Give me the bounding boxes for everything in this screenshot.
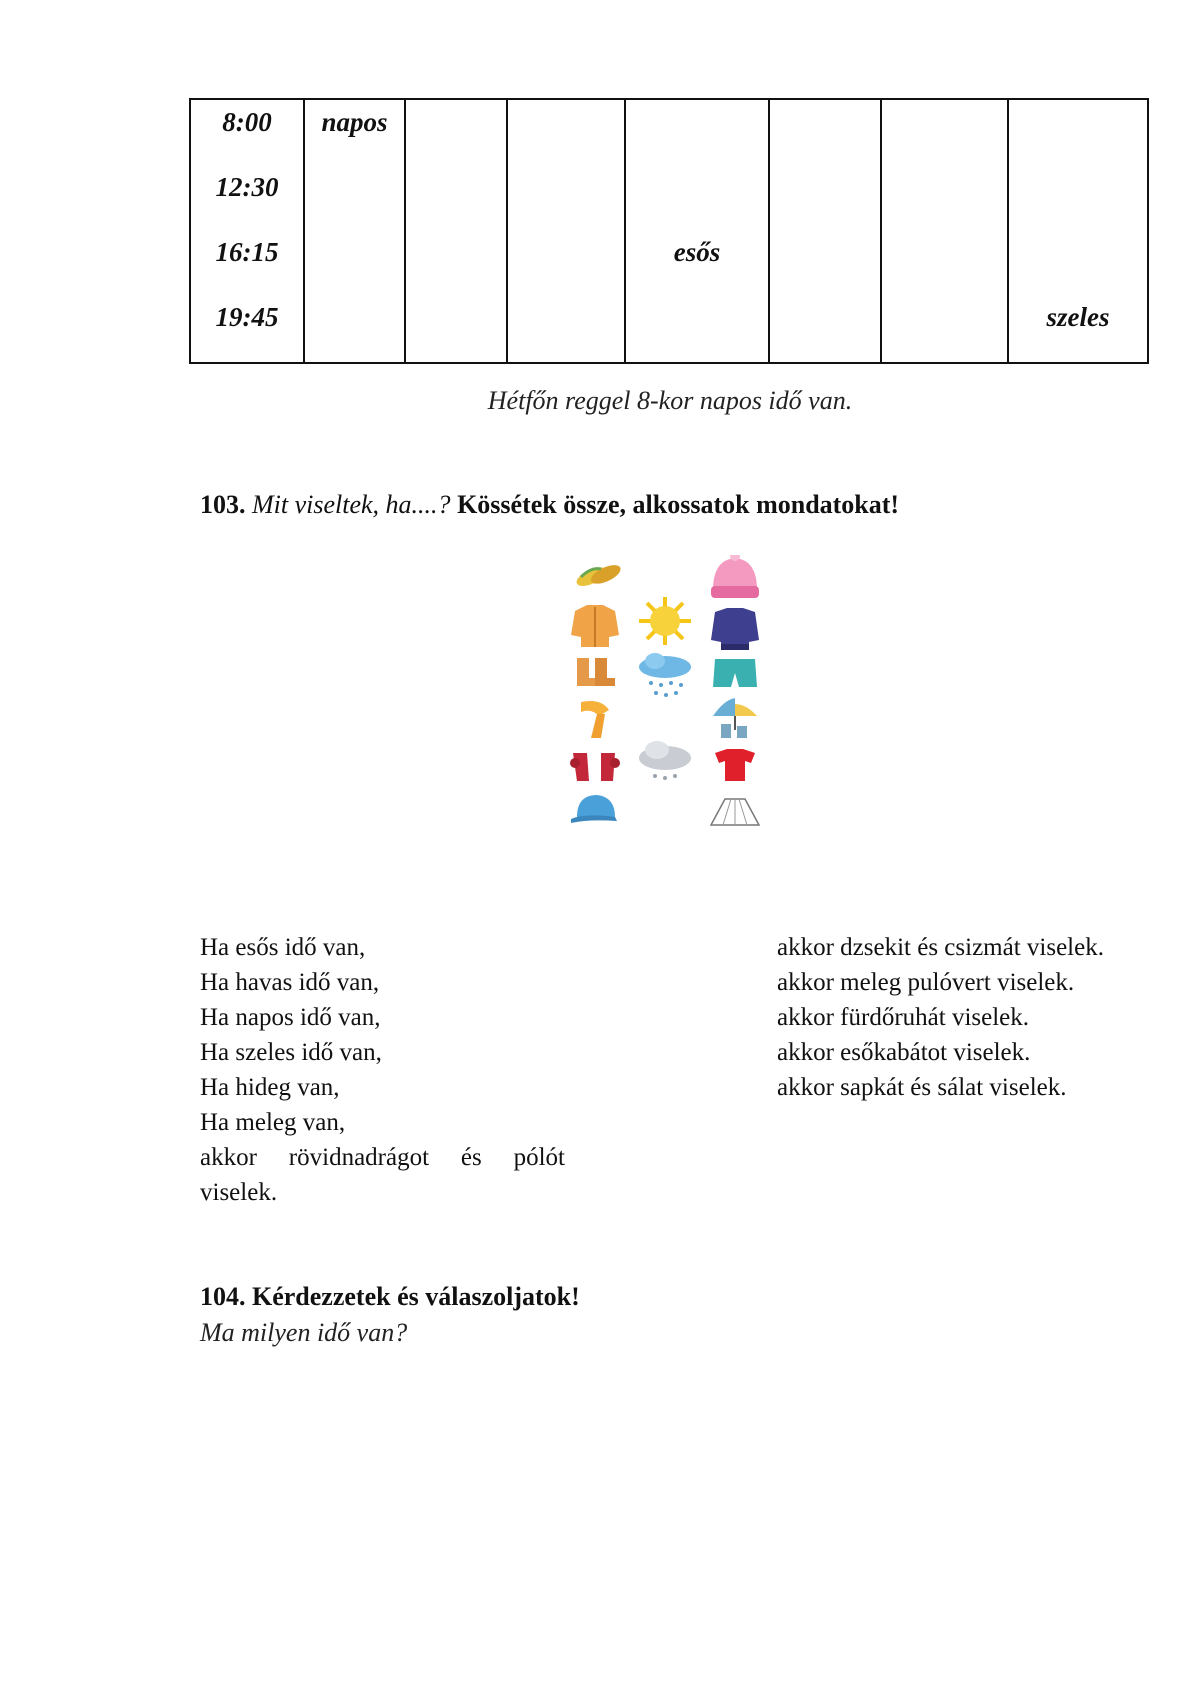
sentence-ending: akkor dzsekit és csizmát viselek.: [777, 934, 1104, 961]
sentence-start: Ha hideg van,: [200, 1074, 340, 1101]
time-label: 16:15: [215, 237, 279, 267]
sandals-icon: [574, 561, 623, 590]
time-label: 8:00: [222, 107, 272, 137]
weather-word-esos: esős: [673, 237, 721, 267]
sentence-ending: akkor fürdőruhát viselek.: [777, 1004, 1030, 1031]
exercise-prompt: Mit viseltek, ha....?: [252, 490, 451, 519]
example-sentence: Hétfőn reggel 8-kor napos idő van.: [487, 386, 853, 415]
clothing-weather-clipart: [565, 555, 780, 855]
sentence-ending: akkor sapkát és sálat viselek.: [777, 1074, 1067, 1101]
boots-icon: [577, 658, 615, 686]
exercise-104-title: 104. Kérdezzetek és válaszoljatok!: [200, 1282, 580, 1311]
sun-icon: [639, 597, 691, 645]
sentence-ending: akkor meleg pulóvert viselek.: [777, 969, 1075, 996]
sentence-start: Ha szeles idő van,: [200, 1039, 382, 1066]
skirt-icon: [711, 799, 759, 825]
shorts-icon: [713, 659, 757, 687]
time-label: 19:45: [215, 302, 279, 332]
weather-cell: [769, 99, 881, 363]
weather-cell: [405, 99, 507, 363]
time-label: 12:30: [215, 172, 279, 202]
weather-word-napos: napos: [321, 107, 388, 137]
t-shirt-icon: [715, 749, 755, 781]
umbrella-boots-icon: [713, 698, 757, 738]
sentence-ending: akkor rövidnadrágot és pólót viselek.: [200, 1144, 565, 1206]
rain-cloud-icon: [639, 653, 691, 697]
weather-cell: [1008, 99, 1148, 363]
exercise-number: 103.: [200, 490, 246, 519]
right-sentence-column: [777, 930, 1142, 1105]
sweater-icon: [711, 608, 759, 650]
sentence-start: Ha esős idő van,: [200, 934, 366, 961]
sentence-ending: akkor esőkabátot viselek.: [777, 1039, 1031, 1066]
sentence-start: Ha napos idő van,: [200, 1004, 381, 1031]
jacket-icon: [571, 605, 619, 647]
sentence-start: Ha meleg van,: [200, 1109, 346, 1136]
weather-cell: [881, 99, 1008, 363]
weather-cell: [625, 99, 769, 363]
exercise-104-heading: [200, 1282, 580, 1312]
weather-cell: [507, 99, 625, 363]
sentence-start: Ha havas idő van,: [200, 969, 380, 996]
time-column: [190, 99, 304, 363]
exercise-104-question: Ma milyen idő van?: [200, 1318, 408, 1347]
weather-table: [189, 98, 1149, 364]
weather-word-szeles: szeles: [1046, 302, 1110, 332]
cap-icon: [571, 795, 617, 823]
exercise-instruction: Kössétek össze, alkossatok mondatokat!: [457, 490, 900, 519]
knit-hat-icon: [711, 555, 759, 598]
left-sentence-column: [200, 930, 565, 1210]
gloves-icon: [570, 753, 620, 781]
scarf-icon: [581, 701, 609, 738]
exercise-103-heading: [200, 490, 899, 520]
weather-cell: [304, 99, 405, 363]
snow-cloud-icon: [639, 741, 691, 780]
